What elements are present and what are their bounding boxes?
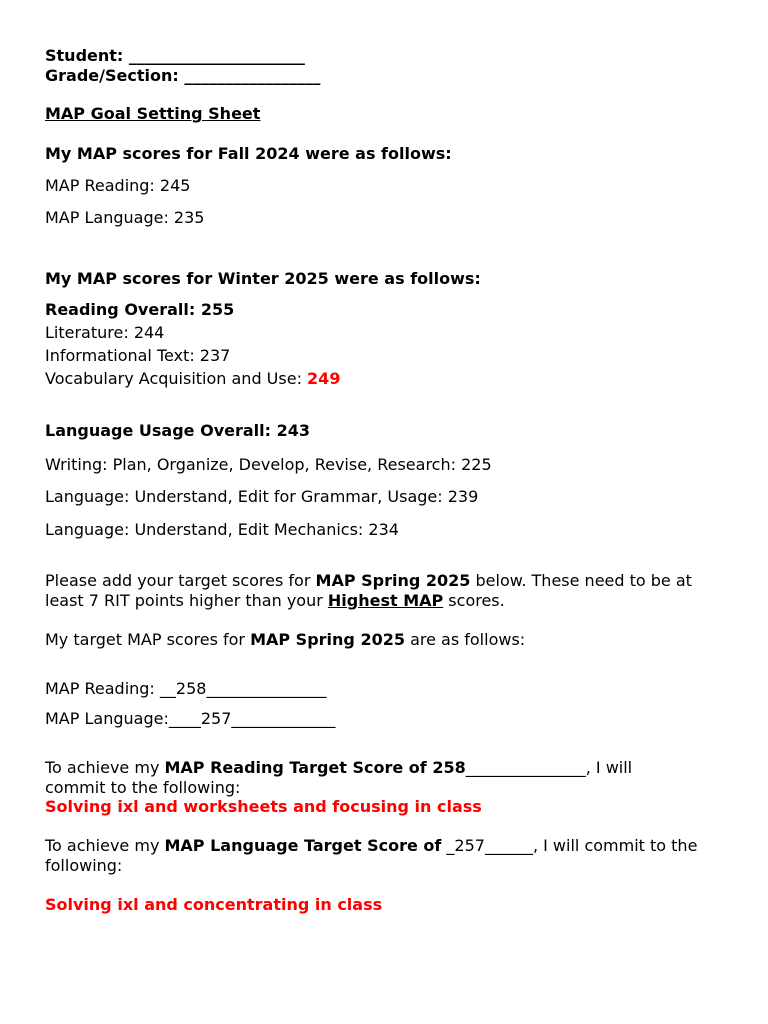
vocabulary-label: Vocabulary Acquisition and Use:	[45, 369, 308, 388]
reading-overall: Reading Overall: 255	[45, 300, 235, 319]
student-blank: ______________________	[123, 46, 305, 65]
commit-language-paragraph: To achieve my MAP Language Target Score of _257______, I will commit to the following:	[45, 836, 698, 875]
commit-reading-answer: Solving ixl and worksheets and focusing in class	[45, 797, 482, 816]
page-title: MAP Goal Setting Sheet	[45, 104, 261, 123]
target-intro: My target MAP scores for MAP Spring 2025 are as follows:	[45, 630, 526, 649]
informational-text-score: Informational Text: 237	[45, 346, 231, 365]
fall-heading: My MAP scores for Fall 2024 were as follows:	[45, 144, 452, 163]
target-reading-line: MAP Reading: __258_______________	[45, 679, 327, 698]
grade-section-line	[45, 66, 320, 86]
target-language-line: MAP Language:____257_____________	[45, 709, 336, 728]
instructions-paragraph: Please add your target scores for MAP Spring 2025 below. These need to be at least 7 RIT points higher than your Highest MAP scores.	[45, 571, 692, 610]
mechanics-score: Language: Understand, Edit Mechanics: 234	[45, 520, 399, 539]
vocabulary-score	[45, 369, 340, 389]
commit-reading-paragraph: To achieve my MAP Reading Target Score of 258_______________, I will commit to the following:	[45, 758, 633, 797]
fall-reading-score: MAP Reading: 245	[45, 176, 191, 195]
language-usage-overall: Language Usage Overall: 243	[45, 421, 310, 440]
grade-section-blank: _________________	[178, 66, 321, 85]
winter-heading: My MAP scores for Winter 2025 were as follows:	[45, 269, 481, 288]
vocabulary-value: 249	[307, 369, 341, 388]
fall-language-score: MAP Language: 235	[45, 208, 205, 227]
student-label: Student:	[45, 46, 124, 65]
grammar-usage-score: Language: Understand, Edit for Grammar, Usage: 239	[45, 487, 479, 506]
writing-score: Writing: Plan, Organize, Develop, Revise, Research: 225	[45, 455, 492, 474]
commit-language-answer: Solving ixl and concentrating in class	[45, 895, 383, 914]
grade-section-label: Grade/Section:	[45, 66, 179, 85]
literature-score: Literature: 244	[45, 323, 165, 342]
student-line	[45, 46, 305, 66]
